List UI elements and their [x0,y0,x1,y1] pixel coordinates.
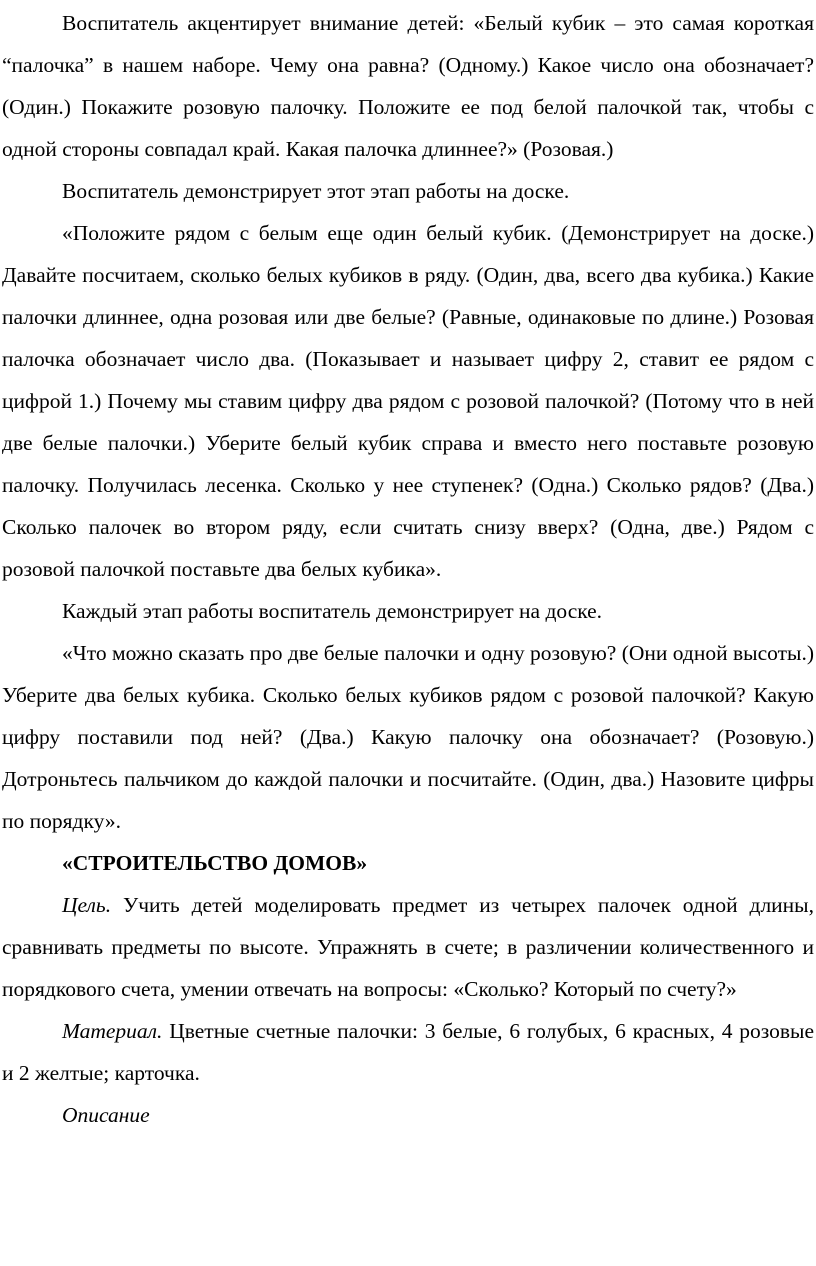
goal-label: Цель. [62,893,112,917]
paragraph-board-demo: Воспитатель демонстрирует этот этап работы на доске. [62,179,570,203]
goal-paragraph [2,884,814,1010]
material-text: Цветные счетные палочки: 3 белые, 6 голубых, 6 красных, 4 розовые и 2 желтые; карточка. [2,1019,814,1085]
paragraph-intro: Воспитатель акцентирует внимание детей: «Белый кубик – это самая короткая “палочка” в нашем наборе. Чему она равна? (Одному.) Какое число она обозначает? (Один.) Покажите розовую палочку. Положите ее под белой палочкой так, чтобы с одной стороны совпадал край. Какая палочка длиннее?» (Розовая.) [2,11,814,161]
paragraph-second-cube: «Положите рядом с белым еще один белый кубик. (Демонстрирует на доске.) Давайте посчитаем, сколько белых кубиков в ряду. (Один, два, всего два кубика.) Какие палочки длиннее, одна розовая или две белые? (Равные, одинаковые по длине.) Розовая палочка обозначает число два. (Показывает и называет цифру 2, ставит ее рядом с цифрой 1.) Почему мы ставим цифру два рядом с розовой палочкой? (Потому что в ней две белые палочки.) Уберите белый кубик справа и вместо него поставьте розовую палочку. Получилась лесенка. Сколько у нее ступенек? (Одна.) Сколько рядов? (Два.) Сколько палочек во втором ряду, если считать снизу вверх? (Одна, две.) Рядом с розовой палочкой поставьте два белых кубика». [2,221,814,581]
paragraph-each-stage: Каждый этап работы воспитатель демонстрирует на доске. [62,599,603,623]
goal-text: Учить детей моделировать предмет из четырех палочек одной длины, сравнивать предметы по высоте. Упражнять в счете; в различении количественного и порядкового счета, умении отвечать на вопросы: «Сколько? Который по счету?» [2,893,814,1001]
description-paragraph [2,1094,814,1136]
material-label: Материал. [62,1019,163,1043]
section-title: «СТРОИТЕЛЬСТВО ДОМОВ» [62,851,368,875]
description-label: Описание [62,1103,150,1127]
paragraph-two-white-sticks: «Что можно сказать про две белые палочки и одну розовую? (Они одной высоты.) Уберите два белых кубика. Сколько белых кубиков рядом с розовой палочкой? Какую цифру поставили под ней? (Два.) Какую палочку она обозначает? (Розовую.) Дотроньтесь пальчиком до каждой палочки и посчитайте. (Один, два.) Назовите цифры по порядку». [2,641,814,833]
material-paragraph [2,1010,814,1094]
